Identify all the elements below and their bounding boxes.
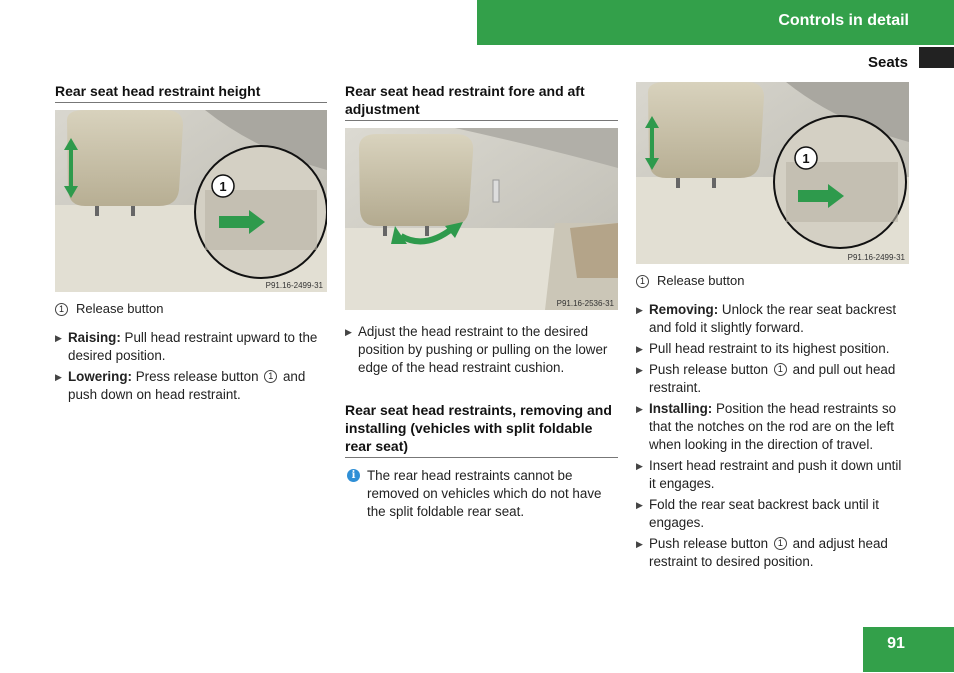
heading-removing-installing: Rear seat head restraints, removing and installing (vehicles with split foldable rear seat) xyxy=(345,401,618,458)
step-label: Raising: xyxy=(68,330,121,345)
triangle-right-icon: ▶ xyxy=(55,372,62,382)
head-restraint-illustration xyxy=(636,82,909,264)
triangle-right-icon: ▶ xyxy=(636,365,643,375)
figure-code: P91.16-2499-31 xyxy=(847,253,905,262)
triangle-right-icon: ▶ xyxy=(636,404,643,414)
step-label: Removing: xyxy=(649,302,719,317)
caption-text: Release button xyxy=(657,273,745,288)
list-item xyxy=(636,340,909,358)
figure-callout-1: 1 xyxy=(219,179,227,194)
number-circle: 1 xyxy=(774,537,787,550)
step-text: Insert head restraint and push it down until it engages. xyxy=(649,458,902,491)
figure-release-button xyxy=(636,82,909,264)
figure-head-restraint-fore-aft xyxy=(345,128,618,310)
page-number-box xyxy=(863,627,954,672)
step-text: and push down on head restraint. xyxy=(68,369,306,402)
figure-code: P91.16-2536-31 xyxy=(556,299,614,308)
head-restraint-illustration xyxy=(55,110,327,292)
figure-head-restraint-height xyxy=(55,110,327,292)
caption xyxy=(55,300,327,318)
step-label: Installing: xyxy=(649,401,713,416)
triangle-right-icon: ▶ xyxy=(636,461,643,471)
step-text: Adjust the head restraint to the desired position by pushing or pulling on the lower edge of the head restraint cushion. xyxy=(358,324,608,375)
heading-height: Rear seat head restraint height xyxy=(55,82,327,103)
step-label: Lowering: xyxy=(68,369,132,384)
triangle-right-icon: ▶ xyxy=(636,500,643,510)
header-title: Controls in detail xyxy=(778,12,909,29)
step-text: Pull head restraint upward to the desired position. xyxy=(68,330,318,363)
head-restraint-illustration xyxy=(345,128,618,310)
triangle-right-icon: ▶ xyxy=(55,333,62,343)
step-text: Press release button xyxy=(131,369,263,384)
number-circle: 1 xyxy=(264,370,277,383)
section-label: Seats xyxy=(867,54,908,71)
info-note xyxy=(345,467,618,521)
instruction-list xyxy=(345,323,618,377)
list-item xyxy=(55,368,327,404)
step-text: Pull head restraint to its highest position. xyxy=(649,341,890,356)
list-item xyxy=(636,400,909,454)
section-tab-marker xyxy=(919,47,954,68)
triangle-right-icon: ▶ xyxy=(636,305,643,315)
list-item xyxy=(345,323,618,377)
step-text: Push release button xyxy=(649,362,772,377)
heading-fore-aft: Rear seat head restraint fore and aft adjustment xyxy=(345,82,618,121)
step-text: and pull out head restraint. xyxy=(649,362,896,395)
triangle-right-icon: ▶ xyxy=(345,327,352,337)
step-text: Position the head restraints so that the notches on the rod are on the left when looking in the direction of travel. xyxy=(649,401,897,452)
triangle-right-icon: ▶ xyxy=(636,344,643,354)
figure-callout-1: 1 xyxy=(802,151,810,166)
caption xyxy=(636,272,909,290)
column-fore-aft xyxy=(345,82,618,521)
number-circle: 1 xyxy=(55,303,68,316)
instruction-list xyxy=(55,329,327,404)
number-circle: 1 xyxy=(636,275,649,288)
step-text: and adjust head restraint to desired position. xyxy=(649,536,888,569)
list-item xyxy=(636,457,909,493)
step-text: Push release button xyxy=(649,536,772,551)
triangle-right-icon: ▶ xyxy=(636,539,643,549)
caption-text: Release button xyxy=(76,301,164,316)
instruction-list xyxy=(636,301,909,571)
info-text: The rear head restraints cannot be removed on vehicles which do not have the split foldable rear seat. xyxy=(367,468,602,519)
step-text: Unlock the rear seat backrest and fold it slightly forward. xyxy=(649,302,897,335)
header-bar xyxy=(477,0,954,45)
list-item xyxy=(636,301,909,337)
info-icon: i xyxy=(347,469,360,482)
page-number: 91 xyxy=(887,635,905,652)
column-removing xyxy=(636,82,909,574)
list-item xyxy=(636,361,909,397)
number-circle: 1 xyxy=(774,363,787,376)
list-item xyxy=(636,496,909,532)
list-item xyxy=(55,329,327,365)
list-item xyxy=(636,535,909,571)
step-text: Fold the rear seat backrest back until it engages. xyxy=(649,497,879,530)
column-height xyxy=(55,82,327,407)
figure-code: P91.16-2499-31 xyxy=(265,281,323,290)
